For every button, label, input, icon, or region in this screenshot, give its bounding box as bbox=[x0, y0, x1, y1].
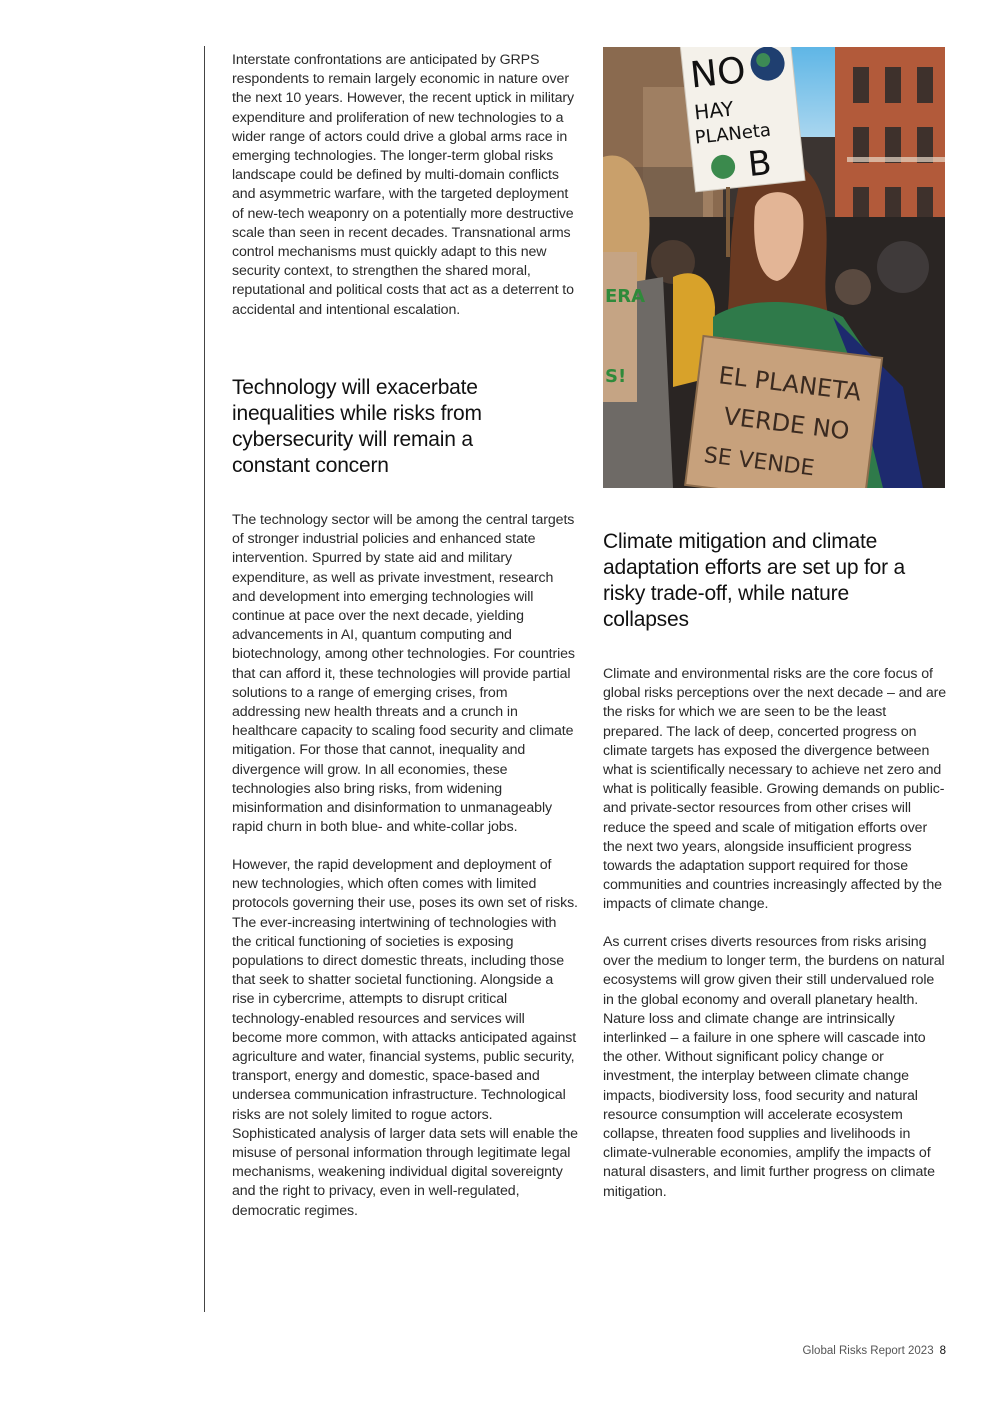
page-footer bbox=[803, 1345, 946, 1357]
climate-body-1-block bbox=[603, 665, 947, 915]
technology-paragraph-2: However, the rapid development and deployment of new technologies, which often comes with limited protocols governing their use, poses its own set of risks. The ever-increasing intertwining of technologies with the critical functioning of societies is exposing populations to direct domestic threats, including those that seek to shatter societal functioning. Alongside a rise in cybercrime, attempts to disrupt critical technology-enabled resources and services will become more common, with attacks anticipated against agriculture and water, financial systems, public security, transport, energy and domestic, space-based and undersea communication infrastructure. Technological risks are not solely limited to rogue actors. Sophisticated analysis of larger data sets will enable the misuse of personal information through legitimate legal mechanisms, weakening individual digital sovereignty and the right to privacy, even in well-regulated, democratic regimes. bbox=[232, 857, 578, 1219]
climate-paragraph-2: As current crises diverts resources from risks arising over the medium to longer term, the burdens on natural ecosystems will grow given their still undervalued role in the global economy and overall planetary health. Nature loss and climate change are intrinsically interlinked – a failure in one sphere will cascade into the other. Without significant policy change or investment, the interplay between climate change impacts, biodiversity loss, food security and natural resource consumption will accelerate ecosystem collapse, threaten food supplies and livelihoods in climate-vulnerable economies, amplify the impacts of natural disasters, and limit further progress on climate mitigation. bbox=[603, 934, 945, 1200]
bottom-sign-line-2: VERDE NO bbox=[722, 402, 851, 446]
climate-protest-photo bbox=[603, 47, 945, 488]
left-sign-text-1: ERA bbox=[605, 286, 646, 307]
bottom-sign-line-3: SE VENDE bbox=[702, 443, 816, 482]
top-sign-line-2: HAY bbox=[693, 96, 735, 125]
top-sign-line-1: NO bbox=[688, 50, 748, 97]
climate-body-2-block bbox=[603, 933, 947, 1202]
top-sign-line-3: PLANeta bbox=[693, 119, 772, 149]
footer-report-title: Global Risks Report 2023 bbox=[802, 1345, 934, 1357]
column-divider-rule bbox=[204, 46, 205, 1312]
technology-body-2-block bbox=[232, 856, 578, 1221]
technology-body-1-block bbox=[232, 511, 578, 837]
climate-section-heading: Climate mitigation and climate adaptation efforts are set up for a risky trade-off, while nature collapses bbox=[603, 530, 905, 631]
footer-page-number: 8 bbox=[939, 1345, 946, 1357]
climate-paragraph-1: Climate and environmental risks are the core focus of global risks perceptions over the next decade – and are the risks for which we are seen to be the least prepared. The lack of deep, concerted progress on climate targets has exposed the divergence between what is scientifically necessary to achieve net zero and what is politically feasible. Growing demands on public-and private-sector resources from other crises will reduce the speed and scale of mitigation efforts over the next two years, alongside insufficient progress towards the adaptation support required for those communities and countries increasingly affected by the impacts of climate change. bbox=[603, 666, 947, 913]
technology-paragraph-1: The technology sector will be among the central targets of stronger industrial policies and enhanced state intervention. Spurred by state aid and military expenditure, as well as private investment, research and development into emerging technologies will continue at pace over the next decade, yielding advancements in AI, quantum computing and biotechnology, among other technologies. For countries that can afford it, these technologies will provide partial solutions to a range of emerging crises, from addressing new health threats and a crunch in healthcare capacity to scaling food security and climate mitigation. For those that cannot, inequality and divergence will grow. In all economies, these technologies also bring risks, from widening misinformation and disinformation to unmanageably rapid churn in both blue- and white-collar jobs. bbox=[232, 512, 575, 836]
left-column bbox=[232, 51, 578, 320]
top-sign-line-4: B bbox=[746, 142, 774, 186]
technology-heading-block bbox=[232, 375, 532, 479]
bottom-sign-line-1: EL PLANETA bbox=[717, 361, 863, 407]
technology-section-heading: Technology will exacerbate inequalities while risks from cybersecurity will remain a constant concern bbox=[232, 376, 482, 477]
climate-heading-block bbox=[603, 529, 933, 633]
intro-paragraph: Interstate confrontations are anticipated by GRPS respondents to remain largely economic in nature over the next 10 years. However, the recent uptick in military expenditure and proliferation of new technologies to a wider range of actors could drive a global arms race in emerging technologies. The longer-term global risks landscape could be defined by multi-domain conflicts and asymmetric warfare, with the targeted deployment of new-tech weaponry on a potentially more destructive scale than seen in recent decades. Transnational arms control mechanisms must quickly adapt to this new security context, to strengthen the shared moral, reputational and political costs that act as a deterrent to accidental and intentional escalation. bbox=[232, 52, 575, 318]
left-sign-text-2: S! bbox=[605, 366, 627, 387]
